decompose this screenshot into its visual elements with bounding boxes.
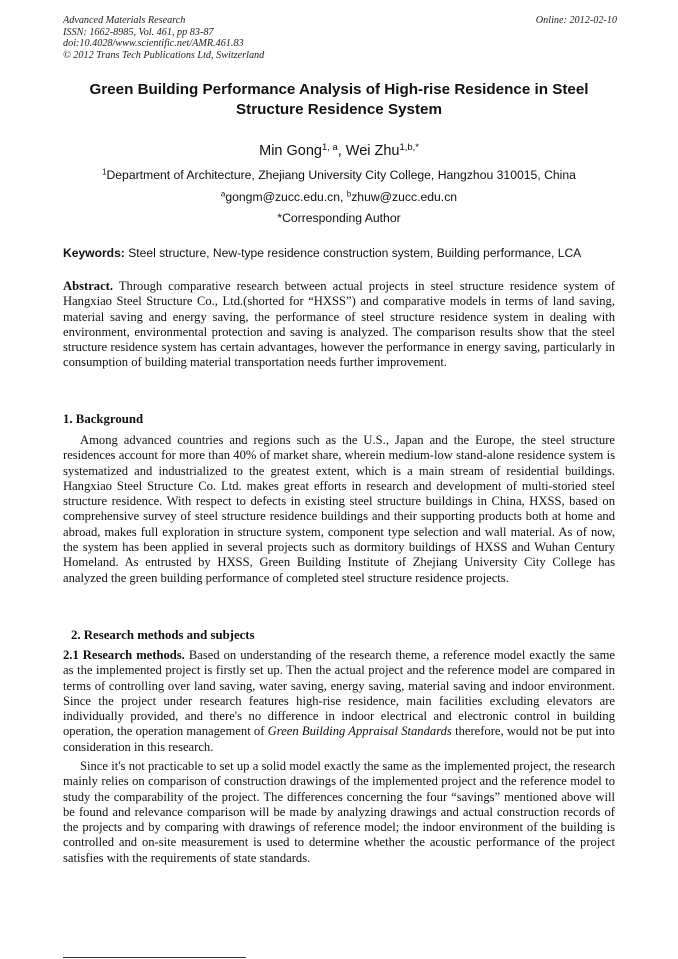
affiliation-text: Department of Architecture, Zhejiang University City College, Hangzhou 310015, China: [106, 168, 576, 182]
email-superscript: b: [346, 189, 352, 199]
email-separator: ,: [340, 190, 347, 204]
email-address: gongm@zucc.edu.cn: [225, 190, 341, 204]
background-paragraph: Among advanced countries and regions such as the U.S., Japan and the Europe, the steel structure residences account for more than 40% of market share, wherein medium-low stand-alone residence system is systematized and industrialized to the greatest extent, which is a main stream of residential buildings. Hangxiao Steel Structure Co. Ltd. makes great efforts in research and development of multi-storied steel structure residence. With respect to defects in existing steel structure buildings in China, HXSS, based on comprehensive survey of steel structure residence buildings and their supporting products both at home and abroad, makes full exploration in structure system, component type selection and wall material. As of now, the system has been applied in several projects such as dormitory buildings of HXSS and Wuhan Century Homeland. As entrusted by HXSS, Green Building Institute of Zhejiang University City College has analyzed the green building performance of completed steel structure residence projects.: [63, 433, 615, 585]
email-address: zhuw@zucc.edu.cn: [351, 190, 458, 204]
abstract: [63, 279, 615, 371]
journal-issn: ISSN: 1662-8985, Vol. 461, pp 83-87: [63, 26, 214, 38]
keywords-label: Keywords:: [63, 246, 125, 260]
journal-header: [63, 15, 617, 61]
email-superscript: a: [220, 189, 226, 199]
journal-copyright: © 2012 Trans Tech Publications Ltd, Switzerland: [63, 49, 265, 61]
methods-text-b: therefore, would not be put into consideration in this research.: [63, 724, 615, 754]
methods-text-a: Based on understanding of the research theme, a reference model exactly the same as the implemented project is firstly set up. Then the actual project and the reference model are compared in terms of controlling over land saving, water saving, energy saving, material saving and indoor environment. Since the project under research features high-rise residence, main facilities excluding elevators are individually provided, and there's no difference in indoor electrical and electronic control in building operation, the operation management of: [63, 648, 615, 739]
keywords-text: Steel structure, New-type residence construction system, Building performance, LCA: [128, 246, 582, 260]
online-date: Online: 2012-02-10: [535, 15, 617, 26]
footnote-divider: [63, 957, 246, 958]
author-separator: ,: [337, 143, 346, 159]
journal-name: Advanced Materials Research: [63, 15, 186, 26]
author-superscript: 1,b,*: [399, 140, 419, 152]
corresponding-author-note: *Corresponding Author: [277, 211, 401, 225]
methods-paragraph-1: [63, 648, 615, 755]
author-line: [63, 141, 615, 161]
author-superscript: 1, a: [322, 140, 338, 152]
methods-paragraph-2: Since it's not practicable to set up a solid model exactly the same as the implemented project, the research mainly relies on comparison of construction drawings of the implemented project and the reference model to study the comparability of the project. The differences concerning the four “savings” mentioned above will be found and relevance comparison will be made by analyzing drawings and actual construction records of the projects and by comparing with drawings of reference model; the indoor environment of the building is controlled and on-site measurement is used to determine whether the acoustic performance of the project satisfies with the requirements of state standards.: [63, 759, 615, 865]
abstract-label: Abstract.: [63, 279, 114, 293]
subsection-label: 2.1 Research methods.: [63, 648, 185, 662]
affiliation: [63, 167, 615, 183]
author-name: Min Gong: [259, 143, 322, 159]
journal-doi: doi:10.4028/www.scientific.net/AMR.461.83: [63, 38, 244, 50]
section-heading-background: 1. Background: [63, 412, 144, 426]
paper-title: Green Building Performance Analysis of High-rise Residence in Steel Structure Residence System: [89, 81, 589, 118]
author-name: Wei Zhu: [345, 143, 400, 159]
affiliation-superscript: 1: [102, 167, 107, 177]
standards-title: Green Building Appraisal Standards: [267, 724, 452, 739]
section-heading-methods: 2. Research methods and subjects: [71, 628, 255, 642]
abstract-text: Through comparative research between actual projects in steel structure residence system of Hangxiao Steel Structure Co., Ltd.(shorted for “HXSS”) and comparative models in terms of land saving, material saving and energy saving, the performance of steel structure residence system in dealing with environment, environmental protection and saving is analyzed. The comparison results show that the steel structure residence system has certain advantages, however the performance in energy saving, particularly in consumption of building material transportation needs further improvement.: [63, 279, 615, 370]
keywords: [63, 245, 615, 261]
email-line: [63, 189, 615, 205]
